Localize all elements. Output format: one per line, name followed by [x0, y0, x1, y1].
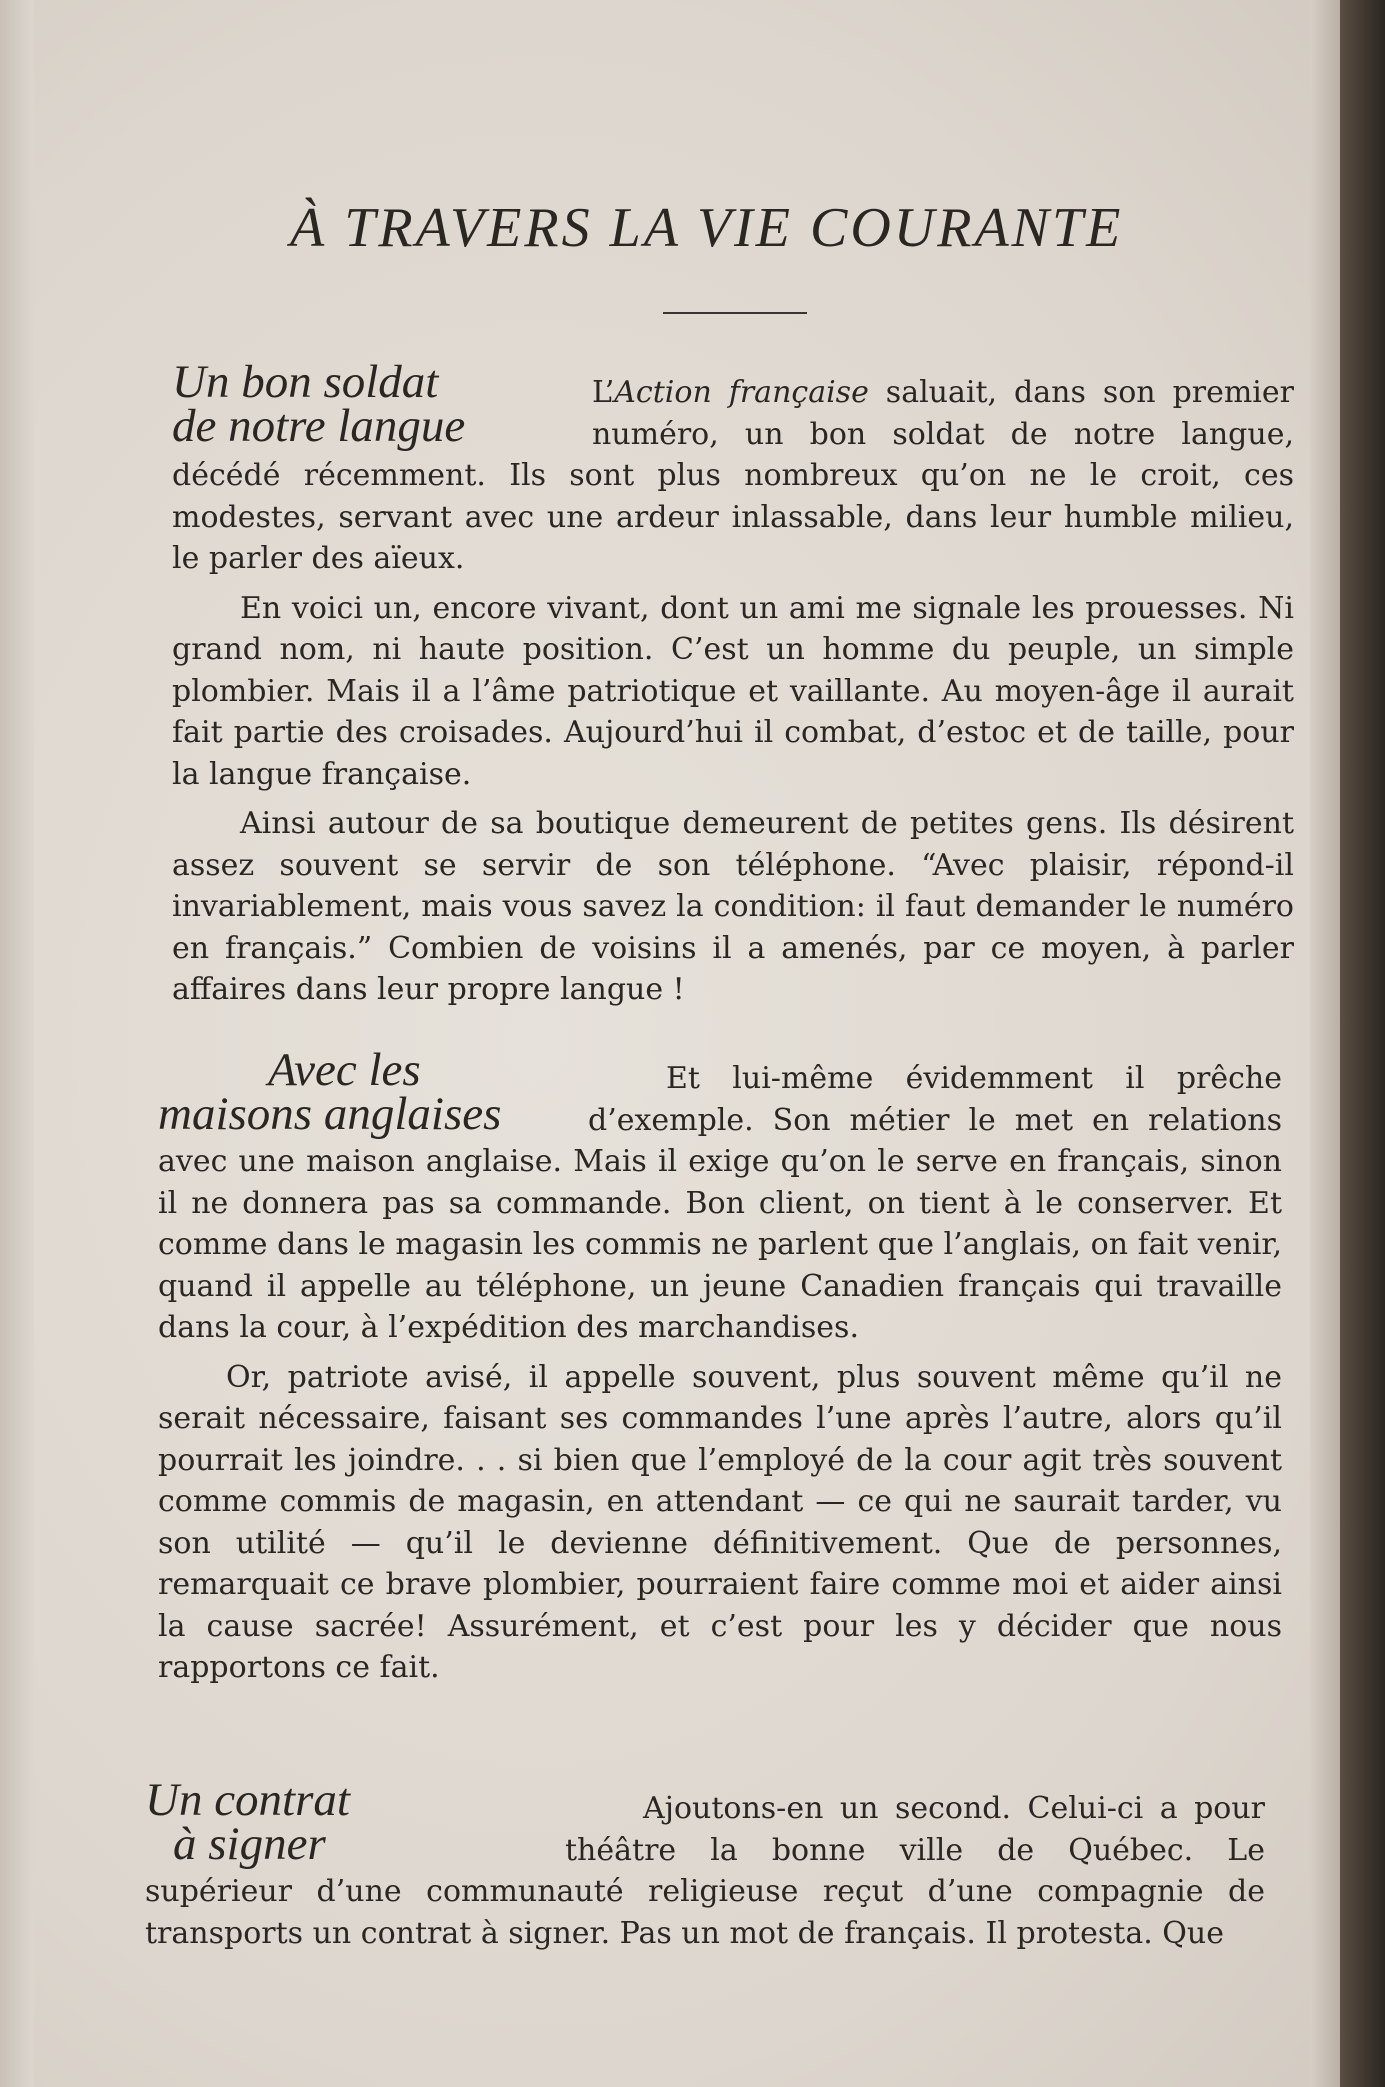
- section-heading: [145, 1774, 395, 1870]
- page-edge: [1310, 0, 1340, 2087]
- section-heading-line1: Avec les: [268, 1044, 421, 1096]
- paragraph-prefix: L’: [592, 375, 615, 410]
- section-heading-line1: Un contrat: [145, 1774, 350, 1826]
- publication-name: Action française: [614, 375, 869, 410]
- book-cover-edge: [1340, 0, 1385, 2087]
- paragraph: Or, patriote avisé, il appelle souvent, plus souvent même qu’il ne serait nécessaire, faisant ses commandes l’une après l’autre, alors qu’il pourrait les joindre. . . si bien que l’employé de la cour agit très souvent comme commis de magasin, en attendant — ce qui ne saurait tarder, vu son utilité — qu’il le devienne définitivement. Que de personnes, remarquait ce brave plombier, pourraient faire comme moi et aider ainsi la cause sacrée! Assurément, et c’est pour les y décider que nous rapportons ce fait.: [158, 1359, 1282, 1685]
- paragraph: Ainsi autour de sa boutique demeurent de petites gens. Ils désirent assez souvent se servir de son téléphone. “Avec plaisir, répond-il invariablement, mais vous savez la condition: il faut demander le numéro en français.” Combien de voisins il a amenés, par ce moyen, à parler affaires dans leur propre langue !: [172, 806, 1294, 1007]
- section-heading-line2: de notre langue: [172, 400, 466, 452]
- section-maisons-anglaises: [158, 1046, 1282, 1689]
- page-binding: [0, 0, 34, 2087]
- section-contrat: [145, 1776, 1265, 1954]
- paragraph: Et lui-même évidemment il prêche d’exemple. Son métier le met en relations avec une maison anglaise. Mais il exige qu’on le serve en français, sinon il ne donnera pas sa commande. Bon client, on tient à le conserver. Et comme dans le magasin les commis ne parlent que l’anglais, on fait venir, quand il appelle au téléphone, un jeune Canadien français qui travaille dans la cour, à l’expédition des marchandises.: [158, 1061, 1282, 1345]
- paragraph: En voici un, encore vivant, dont un ami me signale les prouesses. Ni grand nom, ni haute position. C’est un homme du peuple, un simple plombier. Mais il a l’âme patriotique et vaillante. Au moyen-âge il aurait fait partie des croisades. Aujourd’hui il combat, d’estoc et de taille, pour la langue française.: [172, 590, 1294, 792]
- section-heading-line1: Un bon soldat: [172, 356, 439, 408]
- section-heading-line2: maisons anglaises: [158, 1088, 502, 1140]
- section-heading: [172, 356, 532, 452]
- page-title: À TRAVERS LA VIE COURANTE: [290, 197, 1124, 259]
- section-bon-soldat: [172, 358, 1294, 1011]
- paragraph: Ajoutons-en un second. Celui-ci a pour théâtre la bonne ville de Québec. Le supérieur d’une communauté religieuse reçut d’une compagnie de transports un contrat à signer. Pas un mot de français. Il protesta. Que: [145, 1791, 1265, 1951]
- section-heading: [158, 1044, 568, 1140]
- title-divider: [663, 312, 807, 314]
- paragraph-text: saluait, dans son premier numéro, un bon soldat de notre langue, décédé récemment. Ils sont plus nombreux qu’on ne le croit, ces modestes, servant avec une ardeur inlassable, dans leur humble milieu, le parler des aïeux.: [172, 375, 1295, 576]
- section-heading-line2: à signer: [173, 1818, 326, 1870]
